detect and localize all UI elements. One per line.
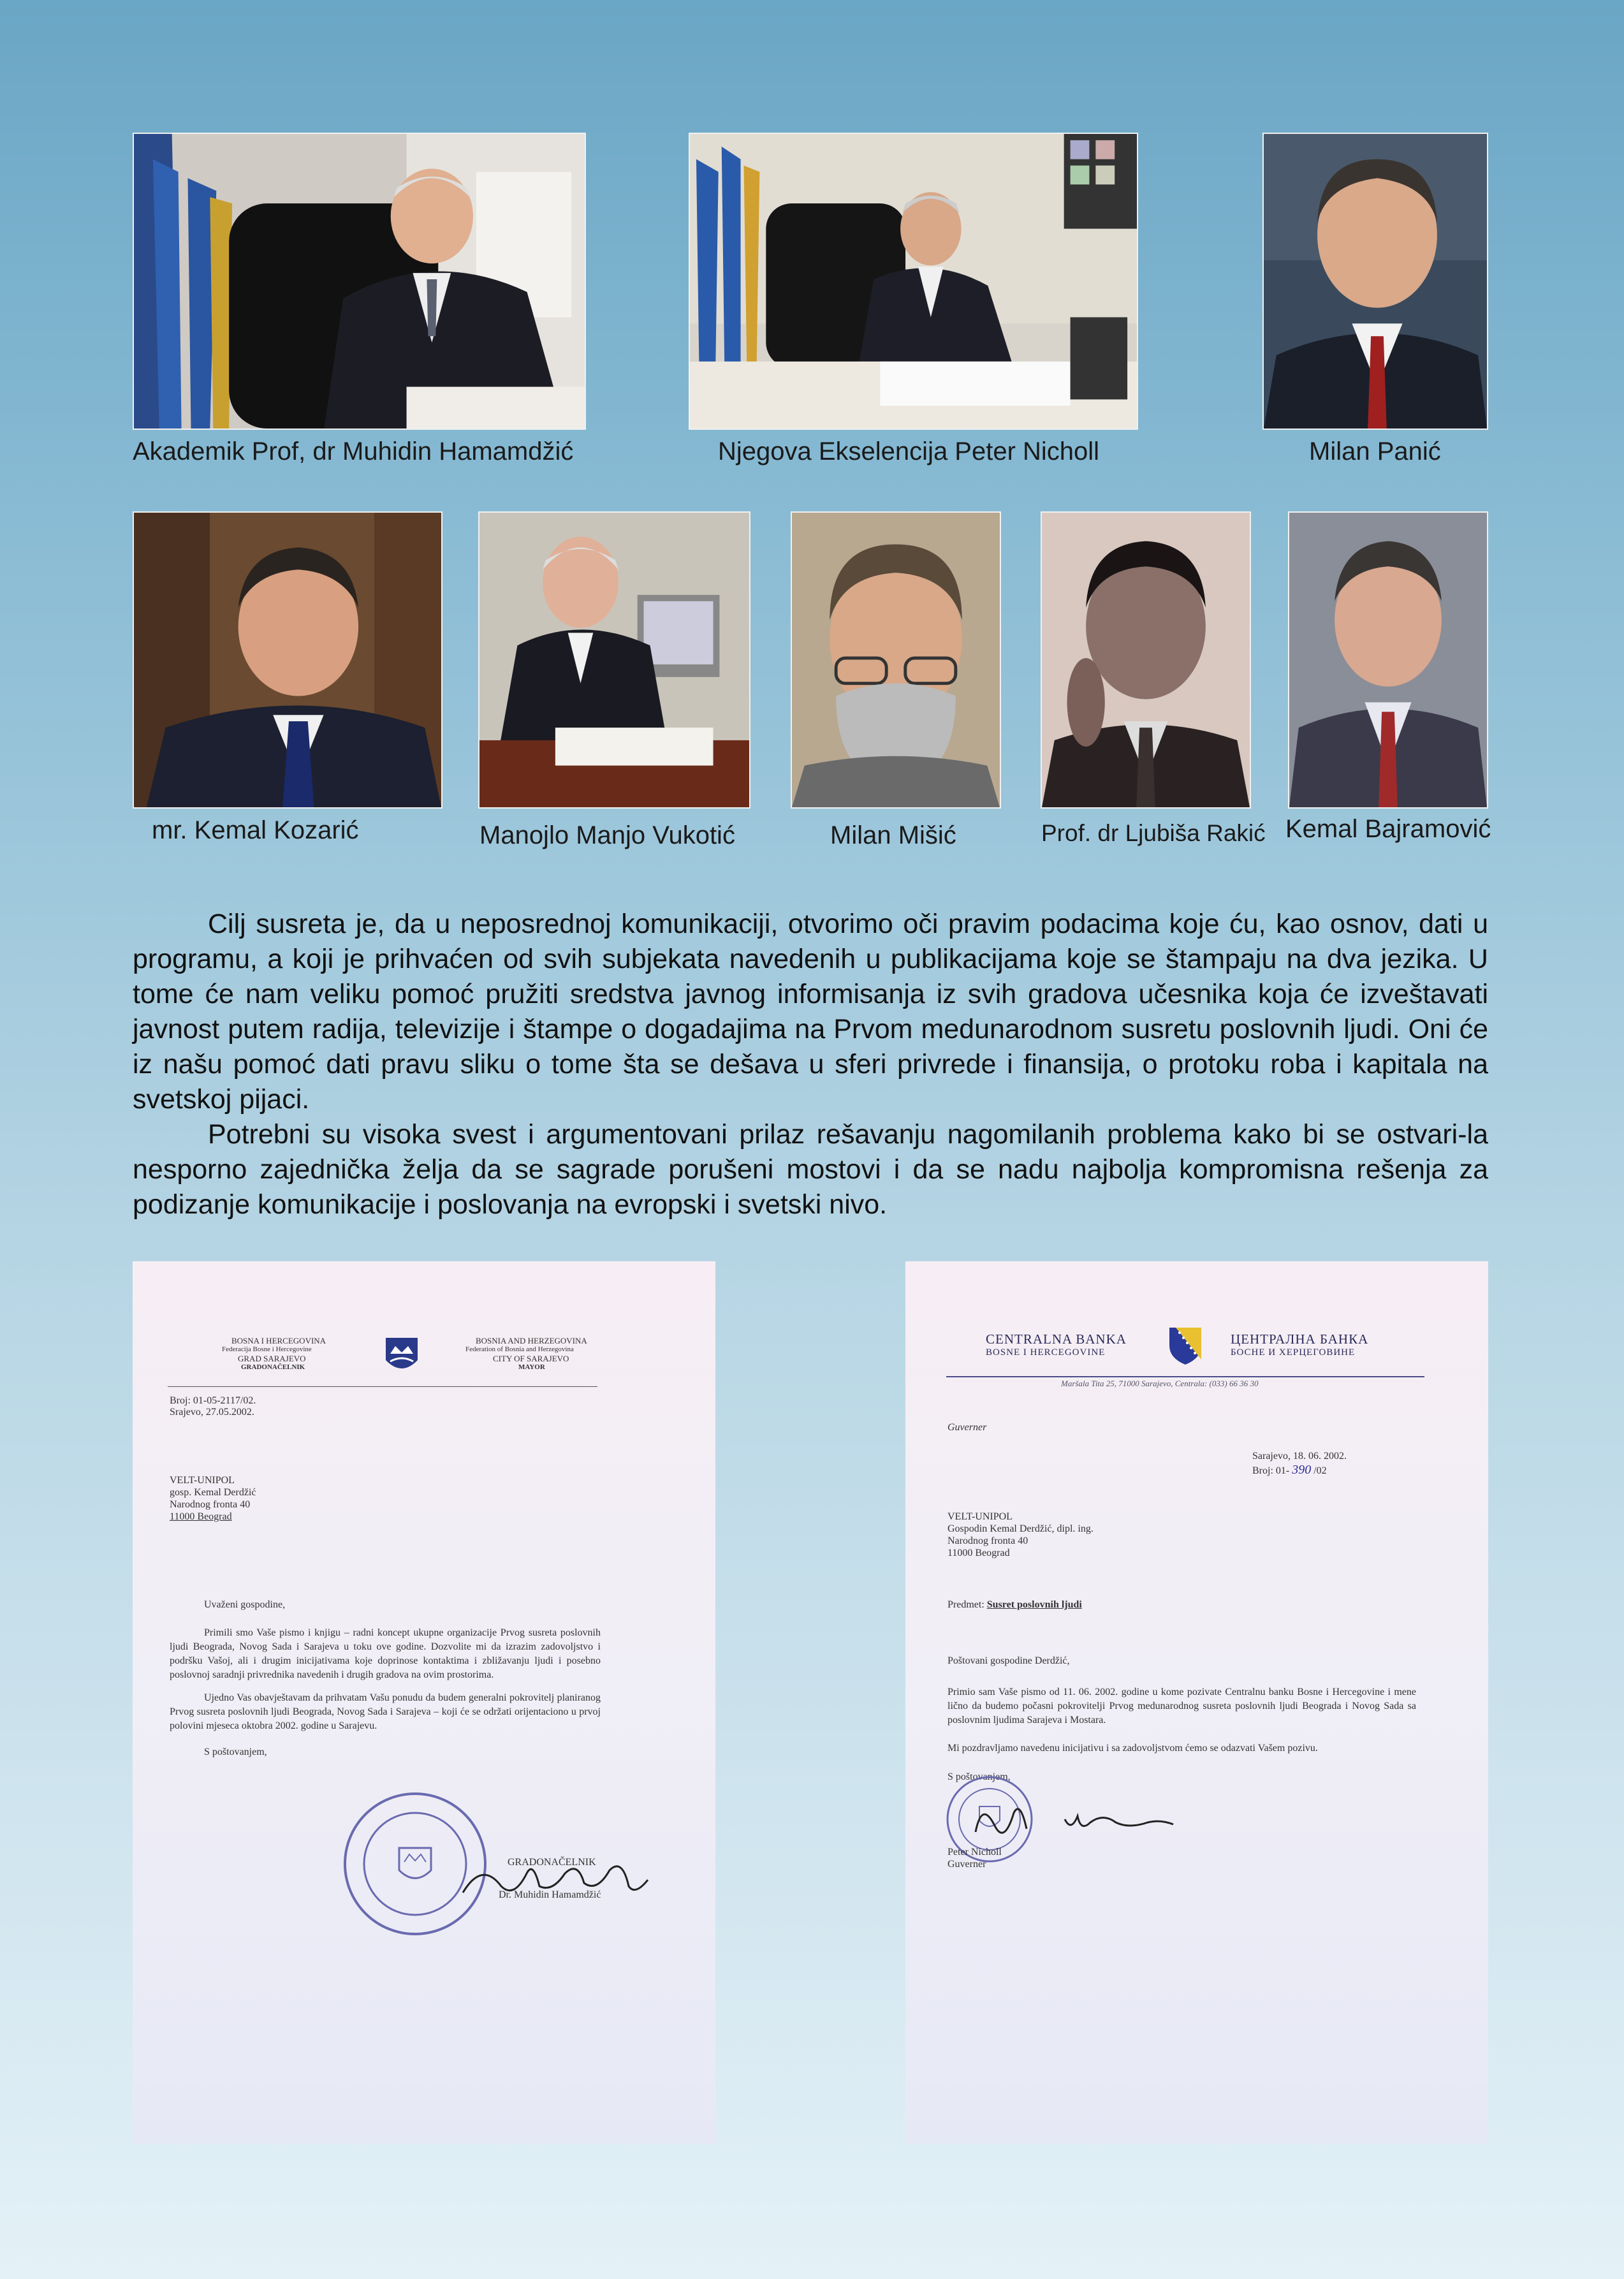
letter2-closing: S poštovanjem, (947, 1771, 1011, 1782)
letter2-address-2: Gospodin Kemal Derdžić, dipl. ing. (947, 1523, 1094, 1534)
letter2-subject-text: Susret poslovnih ljudi (986, 1599, 1082, 1610)
letter1-address-3: Narodnog fronta 40 (170, 1499, 251, 1510)
letter2-header-rule (946, 1376, 1424, 1377)
letter2-address-4: 11000 Beograd (947, 1548, 1010, 1558)
letter1-head-right-4: MAYOR (518, 1363, 545, 1371)
letter2-number-suffix: /02 (1313, 1465, 1327, 1476)
letter1-head-left-2: Federacija Bosne i Hercegovine (222, 1345, 312, 1353)
letter1-ref-number: Broj: 01-05-2117/02. (170, 1395, 256, 1406)
letter1-paragraph-2: Ujedno Vas obavještavam da prihvatam Vašu ponudu da budem generalni pokrovitelj planiranog Prvog susreta poslovnih ljudi Beograda, Novog Sada i Sarajeva – koji će se održati orijentaciono u prvoj polovini mjeseca oktobra 2002. godine u Sarajevu. (170, 1692, 601, 1731)
letter2-bank-address: Maršala Tita 25, 71000 Sarajevo, Centrala: (033) 66 36 30 (1061, 1379, 1259, 1388)
photo-nicholl (689, 133, 1138, 430)
letter1-paragraph-1: Primili smo Vaše pismo i knjigu – radni koncept ukupne organizacije Prvog susreta poslovnih ljudi Beograda, Novog Sada i Sarajeva u toku ove godine. Dozvolite mi da izrazim zadovoljstvo i podršku Vašoj, ali i drugim inicijativama koje doprinose kontaktima i zbližavanju ljudi i posebno poslovnoj saradnji privrednika navedenih i drugih gradova na ovim prostorima. (170, 1627, 601, 1680)
letter2-subject-label: Predmet: (947, 1599, 984, 1610)
photo-kozaric (133, 511, 443, 809)
letter1-head-left-4: GRADONAČELNIK (241, 1363, 305, 1371)
letter-city-of-sarajevo (133, 1261, 715, 2144)
letter1-head-right-2: Federation of Bosnia and Herzegovina (465, 1345, 574, 1353)
caption-misic: Milan Mišić (830, 821, 956, 849)
caption-nicholl: Njegova Ekselencija Peter Nicholl (718, 437, 1100, 465)
letter2-handwritten-signature-icon (969, 1794, 1180, 1851)
letter1-address-2: gosp. Kemal Derdžić (170, 1487, 256, 1498)
letter2-office: Guverner (947, 1422, 987, 1433)
caption-vukotic: Manojlo Manjo Vukotić (479, 821, 735, 849)
letter2-number-handwritten: 390 (1292, 1463, 1312, 1477)
photo-misic (791, 511, 1001, 809)
caption-kozaric: mr. Kemal Kozarić (152, 816, 359, 844)
letter2-head-right-2: БОСНЕ И ХЕРЦЕГОВИНЕ (1231, 1347, 1356, 1358)
letter-central-bank (905, 1261, 1488, 2144)
body-paragraph-2: Potrebni su visoka svest i argumentovani prilaz rešavanju nagomilanih problema kako bi se ostvari-la nesporno zajednička želja da se sagrade porušeni mostovi i da se nadu najbolja kompromisna rešenja za podizanje komunikacije i poslovanja na evropski i svetski nivo. (133, 1119, 1488, 1220)
body-text (133, 907, 1488, 1222)
letter2-address-3: Narodnog fronta 40 (947, 1535, 1028, 1546)
letter2-salutation: Poštovani gospodine Derdžić, (947, 1655, 1070, 1666)
letter2-paragraph-1: Primio sam Vaše pismo od 11. 06. 2002. godine u kome pozivate Centralnu banku Bosne i Hercegovine i mene lično da budemo počasni pokrovitelji Prvog medunarodnog susreta poslovnih ljudi Beograda i Novog Sada sa poslovnim ljudima Sarajeva i Mostara. (947, 1687, 1416, 1726)
photo-vukotic (478, 511, 750, 809)
sarajevo-coat-of-arms-icon (383, 1335, 421, 1377)
letter1-head-left-3: GRAD SARAJEVO (238, 1354, 306, 1363)
letter1-address-1: VELT-UNIPOL (170, 1475, 235, 1486)
letter2-paragraph-2: Mi pozdravljamo navedenu inicijativu i sa zadovoljstvom ćemo se odazvati Vašem pozivu. (947, 1743, 1318, 1754)
body-paragraph-1: Cilj susreta je, da u neposrednoj komunikaciji, otvorimo oči pravim podacima koje ću, kao osnov, dati u programu, a koji je prihvaćen od svih subjekata navedenih u publikacijama koje se štampaju na dva jezika. U tome će nam veliku pomoć pružiti sredstva javnog informisanja iz svih gradova učesnika koja će izveštavati javnost putem radija, televizije i štampe o dogadajima na Prvom medunarodnom susretu poslovnih ljudi. Oni će iz našu pomoć dati pravu sliku o tome šta se dešava u sferi privrede i finansija, o protoku roba i kapitala na svetskoj pijaci. (133, 909, 1488, 1115)
caption-rakic: Prof. dr Ljubiša Rakić (1041, 820, 1266, 846)
letter2-date: Sarajevo, 18. 06. 2002. (1252, 1451, 1347, 1462)
letter2-number-prefix: Broj: 01- (1252, 1465, 1290, 1476)
caption-bajramovic: Kemal Bajramović (1285, 815, 1491, 843)
letter2-subject (947, 1599, 1082, 1611)
photo-bajramovic (1288, 511, 1488, 809)
bih-shield-icon (1167, 1326, 1204, 1366)
letter2-number (1252, 1463, 1327, 1477)
letter2-head-left-1: CENTRALNA BANKA (986, 1331, 1127, 1347)
letter1-sig-title: GRADONAČELNIK (508, 1857, 596, 1868)
letter2-sig-name: Peter Nicholl (947, 1847, 1002, 1858)
letter2-head-left-2: BOSNE I HERCEGOVINE (986, 1347, 1106, 1358)
caption-hamamdzic: Akademik Prof, dr Muhidin Hamamdžić (133, 437, 574, 465)
letter1-header-rule (168, 1386, 597, 1387)
photo-panic (1262, 133, 1488, 430)
letter2-sig-title: Guverner (947, 1859, 986, 1870)
letter1-closing: S poštovanjem, (204, 1747, 267, 1757)
photo-hamamdzic (133, 133, 586, 430)
caption-panic: Milan Panić (1309, 437, 1441, 465)
letter1-sig-name: Dr. Muhidin Hamamdžić (499, 1889, 601, 1900)
letter1-ref-date: Srajevo, 27.05.2002. (170, 1407, 254, 1418)
letter2-head-right-1: ЦЕНТРАЛНА БАНКА (1231, 1331, 1369, 1347)
letter1-address-4: 11000 Beograd (170, 1511, 232, 1522)
letter1-head-right-3: CITY OF SARAJEVO (493, 1354, 569, 1363)
letter2-address-1: VELT-UNIPOL (947, 1511, 1013, 1522)
photo-rakic (1041, 511, 1251, 809)
letter1-salutation: Uvaženi gospodine, (204, 1599, 286, 1610)
letter1-head-left-1: BOSNA I HERCEGOVINA (231, 1336, 326, 1345)
letter1-head-right-1: BOSNIA AND HERZEGOVINA (476, 1336, 587, 1345)
